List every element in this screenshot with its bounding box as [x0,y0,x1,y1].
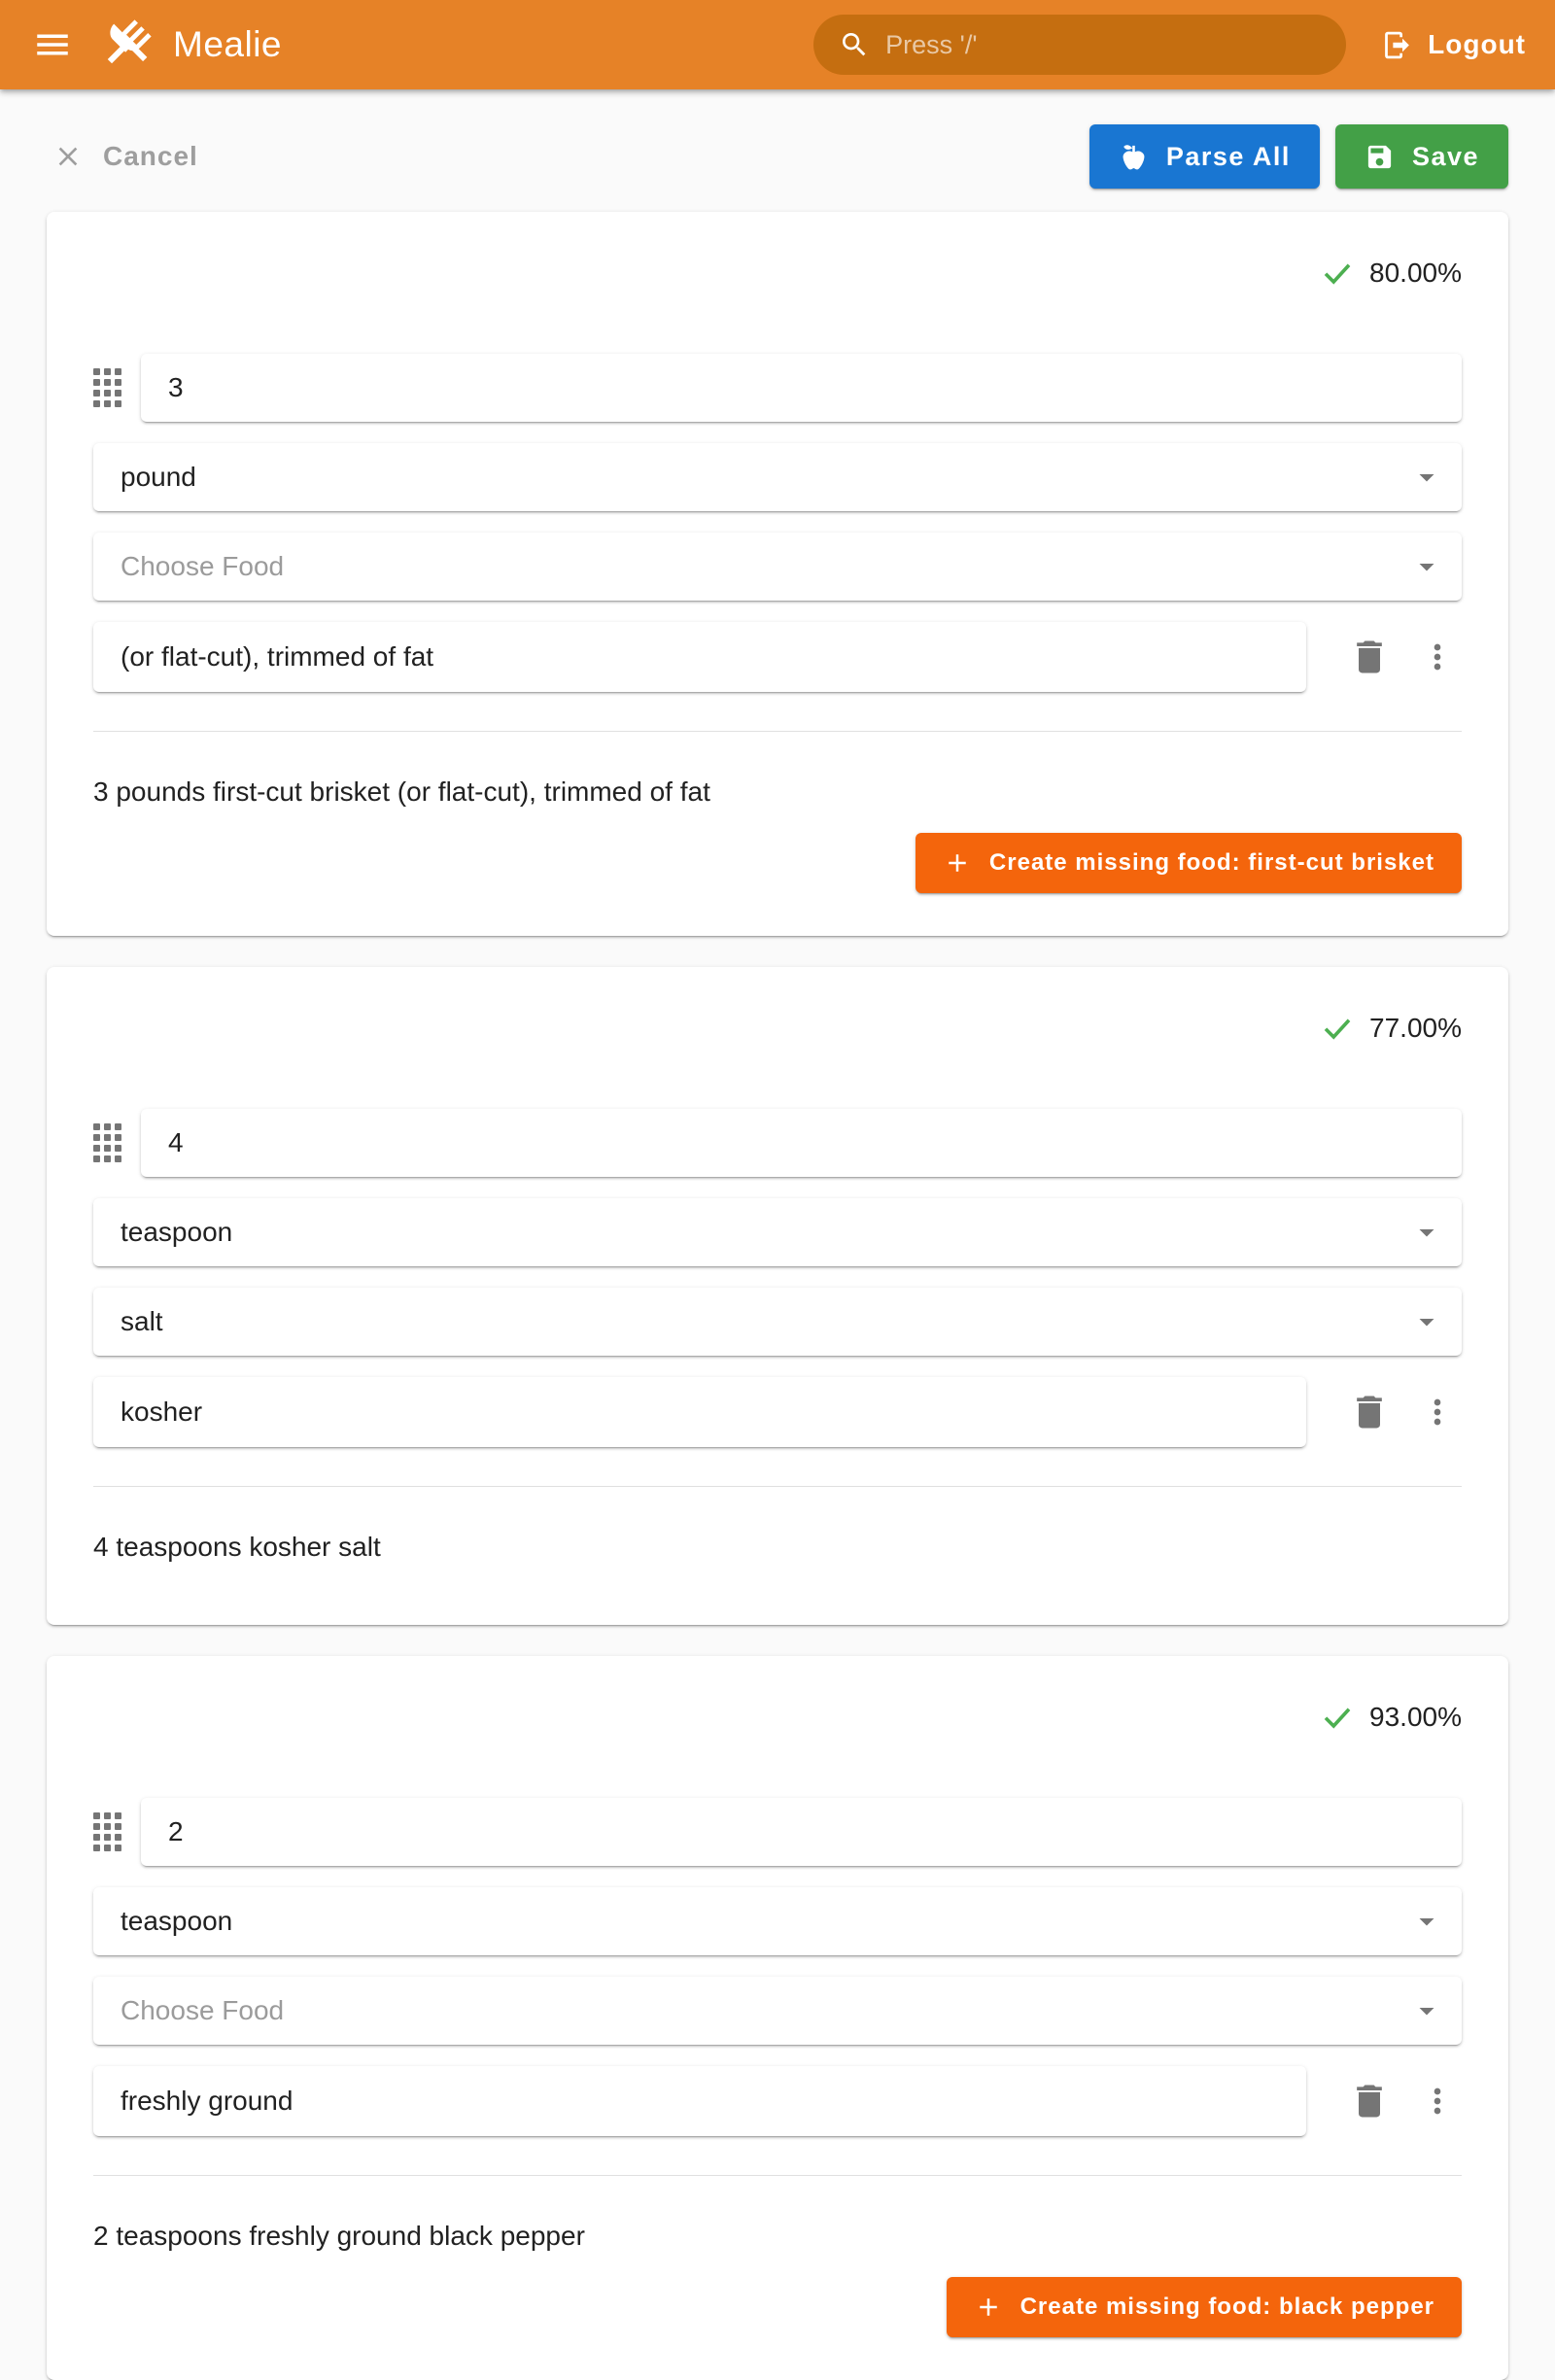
trash-icon [1348,1391,1391,1433]
original-ingredient-text: 4 teaspoons kosher salt [93,1532,381,1562]
plus-icon [974,2293,1003,2322]
vertical-dots-icon [1418,2082,1457,2121]
more-options-button[interactable] [1413,2077,1462,2125]
ingredient-parser-page [0,89,1555,2380]
unit-value: teaspoon [121,1217,233,1247]
drag-handle-icon[interactable] [93,368,121,407]
logout-button[interactable] [1381,29,1526,61]
divider [93,2175,1462,2176]
unit-select[interactable] [93,1887,1462,1955]
more-options-button[interactable] [1413,1388,1462,1436]
vertical-dots-icon [1418,638,1457,676]
note-input[interactable] [93,2066,1306,2136]
vertical-dots-icon [1418,1393,1457,1431]
create-missing-food-label: Create missing food: black pepper [1019,2294,1434,2320]
food-select[interactable] [93,1288,1462,1356]
chevron-down-icon [1409,460,1444,495]
missing-food-row [93,833,1462,893]
chevron-down-icon [1409,1904,1444,1939]
food-placeholder: Choose Food [121,1995,285,2025]
quantity-input[interactable] [141,1109,1462,1177]
unit-value: teaspoon [121,1906,233,1936]
cancel-button[interactable] [47,141,204,172]
confidence-row [93,257,1462,290]
chevron-down-icon [1409,1304,1444,1339]
food-placeholder: Choose Food [121,551,285,581]
ingredient-card [47,212,1508,936]
check-icon [1320,1011,1355,1046]
ingredient-card [47,1656,1508,2380]
food-select[interactable] [93,1977,1462,2045]
fork-knife-icon [98,17,155,73]
confidence-row [93,1701,1462,1734]
quantity-input[interactable] [141,354,1462,422]
confidence-row [93,1012,1462,1045]
save-button[interactable] [1335,124,1508,189]
hamburger-icon [32,24,73,65]
check-icon [1320,1700,1355,1735]
chevron-down-icon [1409,549,1444,584]
app-header [0,0,1555,89]
parser-toolbar [47,89,1508,212]
divider [93,731,1462,732]
more-options-button[interactable] [1413,633,1462,681]
chevron-down-icon [1409,1993,1444,2028]
unit-value: pound [121,462,196,492]
save-icon [1365,142,1395,172]
confidence-value: 80.00% [1369,258,1462,288]
trash-icon [1348,636,1391,678]
app-title: Mealie [173,24,282,64]
original-ingredient-text: 3 pounds first-cut brisket (or flat-cut), trimmed of fat [93,776,710,807]
trash-icon [1348,2080,1391,2122]
original-ingredient-text: 2 teaspoons freshly ground black pepper [93,2221,585,2251]
search-input[interactable] [885,30,1321,60]
save-label: Save [1411,141,1479,171]
create-missing-food-label: Create missing food: first-cut brisket [988,849,1434,876]
parse-all-button[interactable] [1089,124,1320,189]
ingredient-card [47,967,1508,1625]
create-missing-food-button[interactable] [916,833,1462,893]
check-icon [1320,256,1355,291]
drag-handle-icon[interactable] [93,1812,121,1851]
quantity-input[interactable] [141,1798,1462,1866]
delete-button[interactable] [1345,1388,1394,1436]
parse-all-label: Parse All [1165,141,1291,171]
logout-label: Logout [1428,29,1526,59]
note-row [93,1377,1462,1447]
chevron-down-icon [1409,1215,1444,1250]
drag-handle-icon[interactable] [93,1123,121,1162]
unit-select[interactable] [93,443,1462,511]
plus-icon [943,848,972,878]
note-input[interactable] [93,1377,1306,1447]
divider [93,1486,1462,1487]
quantity-row [93,354,1462,422]
food-select[interactable] [93,533,1462,601]
apple-icon [1119,142,1149,172]
create-missing-food-button[interactable] [947,2277,1462,2337]
note-row [93,622,1462,692]
delete-button[interactable] [1345,2077,1394,2125]
close-icon [52,141,84,172]
confidence-value: 77.00% [1369,1013,1462,1043]
quantity-row [93,1798,1462,1866]
cancel-label: Cancel [103,141,198,171]
menu-button[interactable] [25,17,80,72]
missing-food-row [93,2277,1462,2337]
unit-select[interactable] [93,1198,1462,1266]
search-icon [839,29,870,60]
food-value: salt [121,1306,163,1336]
delete-button[interactable] [1345,633,1394,681]
note-row [93,2066,1462,2136]
app-logo[interactable] [97,16,156,74]
logout-icon [1381,29,1413,61]
confidence-value: 93.00% [1369,1702,1462,1732]
note-input[interactable] [93,622,1306,692]
search-bar[interactable] [813,15,1346,75]
quantity-row [93,1109,1462,1177]
